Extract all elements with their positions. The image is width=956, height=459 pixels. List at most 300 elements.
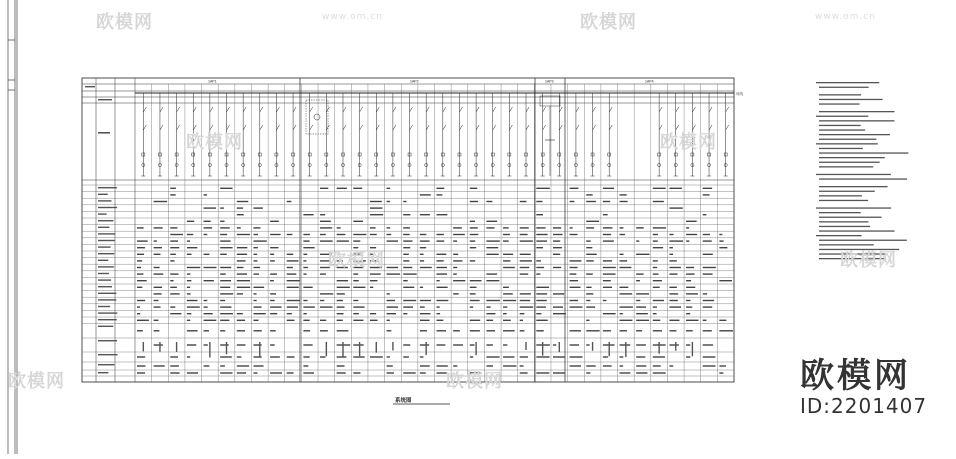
brand-watermark	[800, 358, 950, 418]
cell-text-mark	[387, 330, 392, 331]
cable-spec-mark	[525, 342, 526, 350]
cell-text-mark	[237, 260, 246, 261]
cell-text-mark	[253, 365, 263, 366]
cell-text-mark	[220, 254, 227, 255]
cell-text-mark	[253, 320, 258, 321]
cell-text-mark	[303, 267, 307, 268]
cell-text-mark	[204, 194, 208, 195]
cell-text-mark	[437, 320, 444, 321]
row-label-mark	[98, 260, 108, 261]
cable-spec-mark	[209, 342, 210, 357]
cell-text-mark	[204, 280, 214, 281]
cell-text-mark	[420, 247, 426, 248]
breaker-contact	[376, 107, 379, 112]
breaker-contact	[426, 107, 429, 112]
switch-contact	[709, 125, 712, 130]
cell-text-mark	[420, 320, 430, 321]
cell-text-mark	[653, 260, 658, 261]
switch-contact	[493, 125, 496, 130]
switch-contact	[276, 125, 279, 130]
note-text-line	[819, 191, 875, 192]
cell-text-mark	[154, 240, 157, 241]
cell-text-mark	[403, 254, 409, 255]
cell-text-mark	[204, 234, 208, 235]
cell-text-mark	[287, 313, 292, 314]
cell-text-mark	[636, 344, 646, 345]
cell-text-mark	[253, 240, 266, 241]
cell-text-mark	[387, 293, 390, 294]
cell-text-mark	[586, 254, 597, 255]
cell-text-mark	[553, 372, 565, 373]
cell-text-mark	[520, 293, 531, 294]
switch-contact	[726, 125, 729, 130]
cell-text-mark	[303, 260, 306, 261]
cell-text-mark	[387, 313, 396, 314]
cell-text-mark	[220, 234, 227, 235]
note-text-line	[819, 111, 894, 112]
cell-text-mark	[320, 188, 328, 189]
row-label-mark	[98, 306, 110, 307]
cell-text-mark	[353, 372, 360, 373]
cell-text-mark	[303, 365, 308, 366]
cell-text-mark	[154, 254, 161, 255]
cell-text-mark	[653, 320, 660, 321]
cell-text-mark	[437, 365, 448, 366]
cell-text-mark	[387, 240, 398, 241]
cell-text-mark	[486, 313, 495, 314]
cell-text-mark	[703, 194, 710, 195]
cell-text-mark	[237, 293, 243, 294]
cell-text-mark	[220, 221, 224, 222]
switch-contact	[293, 125, 296, 130]
breaker-contact	[526, 107, 529, 112]
cell-text-mark	[653, 365, 661, 366]
cell-text-mark	[586, 300, 590, 301]
breaker-contact	[709, 107, 712, 112]
cell-text-mark	[570, 234, 578, 235]
cell-text-mark	[320, 293, 333, 294]
cell-text-mark	[620, 254, 624, 255]
breaker-contact	[210, 107, 213, 112]
breaker-contact	[459, 107, 462, 112]
breaker-contact	[676, 107, 679, 112]
cell-text-mark	[320, 234, 326, 235]
breaker-contact	[509, 107, 512, 112]
cell-text-mark	[620, 293, 633, 294]
cell-text-mark	[353, 356, 364, 357]
cell-text-mark	[237, 247, 247, 248]
cell-text-mark	[170, 260, 174, 261]
cell-text-mark	[437, 372, 447, 373]
cell-text-mark	[137, 247, 145, 248]
cell-text-mark	[420, 313, 431, 314]
cell-text-mark	[503, 234, 510, 235]
switch-contact	[659, 125, 662, 130]
cell-text-mark	[536, 313, 541, 314]
cell-text-mark	[470, 247, 476, 248]
cell-text-mark	[719, 247, 727, 248]
cell-text-mark	[253, 227, 260, 228]
cell-text-mark	[253, 293, 256, 294]
group-header-1ap1: 1AP1	[208, 79, 217, 84]
cell-text-mark	[686, 234, 697, 235]
breaker-contact	[692, 107, 695, 112]
cell-text-mark	[287, 234, 293, 235]
row-label-mark	[98, 200, 112, 201]
row-label-mark	[98, 220, 113, 221]
cell-text-mark	[137, 356, 145, 357]
cell-text-mark	[137, 227, 144, 228]
cell-text-mark	[237, 365, 249, 366]
cell-text-mark	[270, 344, 275, 345]
cell-text-mark	[204, 330, 209, 331]
cell-text-mark	[686, 344, 690, 345]
cell-text-mark	[337, 372, 346, 373]
switch-contact	[692, 125, 695, 130]
cell-text-mark	[470, 372, 481, 373]
note-text-line	[819, 178, 907, 179]
row-label-mark	[98, 187, 117, 188]
cell-text-mark	[653, 227, 666, 228]
cell-text-mark	[137, 254, 144, 255]
cell-text-mark	[503, 330, 515, 331]
group-headers	[208, 80, 654, 84]
cell-text-mark	[669, 247, 672, 248]
cell-text-mark	[703, 330, 712, 331]
cell-text-mark	[387, 188, 391, 189]
cell-text-mark	[320, 214, 325, 215]
cable-spec-mark	[609, 342, 610, 356]
cell-text-mark	[220, 287, 230, 288]
cell-text-mark	[137, 306, 140, 307]
cell-text-mark	[387, 372, 394, 373]
cell-text-mark	[387, 201, 390, 202]
cell-text-mark	[486, 300, 499, 301]
cable-spec-mark	[259, 342, 260, 357]
cell-text-mark	[586, 273, 593, 274]
cell-text-mark	[403, 372, 415, 373]
cell-text-mark	[287, 273, 297, 274]
cell-text-mark	[719, 365, 726, 366]
cell-text-mark	[653, 330, 662, 331]
cell-text-mark	[253, 234, 258, 235]
cell-text-mark	[320, 267, 330, 268]
cell-text-mark	[520, 313, 525, 314]
cell-text-mark	[703, 293, 707, 294]
cell-text-mark	[653, 240, 658, 241]
note-text-line	[819, 152, 908, 153]
cell-text-mark	[636, 293, 649, 294]
cell-text-mark	[437, 306, 440, 307]
cell-text-mark	[220, 293, 233, 294]
cell-text-mark	[187, 300, 198, 301]
cell-text-mark	[536, 260, 541, 261]
group-header-1ap3: 1AP3	[545, 79, 554, 84]
cell-text-mark	[470, 287, 477, 288]
cell-text-mark	[553, 356, 565, 357]
cell-text-mark	[220, 300, 225, 301]
row-label-mark	[98, 240, 115, 241]
cell-text-mark	[520, 240, 533, 241]
cell-text-mark	[303, 320, 309, 321]
note-text-line	[816, 143, 878, 144]
note-text-line	[819, 103, 860, 104]
cell-text-mark	[420, 330, 427, 331]
cell-text-mark	[154, 330, 160, 331]
cell-text-mark	[686, 356, 690, 357]
cell-text-mark	[387, 365, 393, 366]
cell-text-mark	[403, 273, 416, 274]
cell-text-mark	[719, 240, 723, 241]
cell-text-mark	[303, 306, 315, 307]
cell-text-mark	[337, 320, 343, 321]
row-label-mark	[98, 293, 116, 294]
watermark-url: www.om.cn	[322, 12, 383, 22]
note-text-line	[819, 249, 899, 250]
cell-text-mark	[636, 280, 640, 281]
breaker-contact	[443, 107, 446, 112]
cell-text-mark	[237, 280, 250, 281]
cell-text-mark	[470, 240, 476, 241]
cell-text-mark	[204, 227, 213, 228]
cell-text-mark	[486, 356, 499, 357]
breaker-contact	[177, 107, 180, 112]
cell-text-mark	[303, 247, 314, 248]
cell-text-mark	[470, 300, 480, 301]
cell-text-mark	[237, 267, 244, 268]
cell-text-mark	[453, 240, 457, 241]
cell-text-mark	[603, 214, 608, 215]
cell-text-mark	[253, 300, 256, 301]
cell-text-mark	[486, 247, 498, 248]
cell-text-mark	[287, 372, 294, 373]
cell-text-mark	[237, 372, 246, 373]
cell-text-mark	[154, 227, 163, 228]
cell-text-mark	[553, 227, 561, 228]
cell-text-mark	[154, 365, 165, 366]
cell-text-mark	[170, 247, 179, 248]
cell-text-mark	[437, 194, 443, 195]
cell-text-mark	[370, 267, 382, 268]
cell-text-mark	[137, 320, 149, 321]
cell-text-mark	[603, 313, 616, 314]
cell-text-mark	[353, 247, 358, 248]
switch-contact	[260, 125, 263, 130]
cell-text-mark	[536, 320, 547, 321]
cell-text-mark	[237, 207, 243, 208]
cell-text-mark	[220, 313, 233, 314]
cell-text-mark	[453, 365, 457, 366]
cell-text-mark	[520, 234, 528, 235]
cell-text-mark	[470, 330, 480, 331]
breaker-contact	[260, 107, 263, 112]
cell-text-mark	[403, 344, 410, 345]
cell-text-mark	[503, 254, 513, 255]
cell-text-mark	[204, 254, 210, 255]
cell-text-mark	[403, 234, 410, 235]
cable-spec-mark	[542, 342, 543, 356]
cell-text-mark	[137, 313, 140, 314]
cell-text-mark	[653, 188, 666, 189]
cell-text-mark	[403, 306, 413, 307]
cell-text-mark	[586, 201, 596, 202]
cell-text-mark	[187, 293, 191, 294]
cell-text-mark	[503, 267, 515, 268]
breaker-contact	[493, 107, 496, 112]
cell-text-mark	[603, 280, 611, 281]
design-notes-block	[816, 82, 908, 259]
cell-text-mark	[137, 267, 141, 268]
note-text-line	[819, 217, 882, 218]
cell-text-mark	[603, 267, 616, 268]
row-label-mark	[98, 319, 117, 320]
cell-text-mark	[486, 273, 497, 274]
row-label-mark	[98, 266, 114, 267]
cell-text-mark	[620, 365, 624, 366]
cell-text-mark	[287, 320, 295, 321]
cell-text-mark	[270, 300, 275, 301]
cell-text-mark	[586, 287, 591, 288]
switch-contact	[227, 125, 230, 130]
cell-text-mark	[370, 287, 373, 288]
cell-text-mark	[686, 273, 695, 274]
note-text-line	[819, 253, 888, 254]
cell-text-mark	[337, 365, 345, 366]
cell-text-mark	[470, 221, 475, 222]
cell-text-mark	[303, 287, 312, 288]
cell-text-mark	[669, 320, 679, 321]
cell-text-mark	[570, 330, 581, 331]
cell-text-mark	[719, 280, 732, 281]
breaker-contact	[227, 107, 230, 112]
cell-text-mark	[403, 313, 407, 314]
cell-text-mark	[486, 201, 492, 202]
cell-text-mark	[636, 240, 639, 241]
cell-text-mark	[420, 344, 429, 345]
cell-text-mark	[686, 300, 690, 301]
cell-text-mark	[586, 221, 599, 222]
cable-spec-mark	[226, 342, 227, 354]
breaker-contact	[310, 107, 313, 112]
cell-text-mark	[270, 372, 282, 373]
cell-text-mark	[370, 320, 378, 321]
brand-id: ID:2201407	[800, 394, 928, 418]
cell-text-mark	[620, 320, 633, 321]
note-text-line	[819, 94, 861, 95]
cell-text-mark	[553, 234, 563, 235]
cell-text-mark	[204, 207, 216, 208]
cable-spec-mark	[675, 342, 676, 351]
cell-text-mark	[320, 240, 333, 241]
cell-text-mark	[187, 267, 200, 268]
cell-text-mark	[437, 344, 446, 345]
note-text-line	[819, 87, 869, 88]
cell-text-mark	[287, 260, 299, 261]
circuit-diagrams	[141, 93, 728, 176]
cell-text-mark	[486, 240, 499, 241]
cell-text-mark	[570, 365, 581, 366]
cell-text-mark	[237, 320, 245, 321]
busbar-label: 母线	[736, 92, 743, 96]
cell-text-mark	[287, 280, 300, 281]
cell-text-mark	[370, 234, 377, 235]
cell-text-mark	[536, 306, 546, 307]
cell-text-mark	[420, 267, 432, 268]
cell-text-mark	[370, 313, 376, 314]
cell-text-mark	[370, 207, 383, 208]
cable-spec-mark	[342, 342, 343, 357]
cell-text-mark	[669, 365, 673, 366]
row-label-mark	[85, 86, 95, 87]
row-label-mark	[98, 213, 107, 214]
cell-text-mark	[253, 372, 257, 373]
switch-contact	[193, 125, 196, 130]
cell-text-mark	[187, 372, 198, 373]
cell-text-mark	[270, 330, 276, 331]
cell-text-mark	[337, 293, 345, 294]
cell-text-mark	[370, 260, 378, 261]
note-text-line	[819, 139, 876, 140]
cell-text-mark	[353, 273, 358, 274]
cell-text-mark	[553, 254, 560, 255]
cell-text-mark	[603, 234, 611, 235]
cell-text-mark	[137, 240, 148, 241]
switch-contact	[676, 125, 679, 130]
cell-text-mark	[187, 240, 190, 241]
cell-text-mark	[403, 267, 412, 268]
switch-contact	[243, 125, 246, 130]
cell-text-mark	[237, 313, 243, 314]
cell-text-mark	[420, 254, 424, 255]
cell-text-mark	[669, 234, 673, 235]
cell-text-mark	[270, 234, 281, 235]
cell-text-mark	[553, 247, 562, 248]
cell-text-mark	[686, 227, 689, 228]
note-text-line	[819, 230, 895, 231]
watermark-logo: 欧模网	[446, 371, 503, 392]
cell-text-mark	[403, 287, 414, 288]
cell-text-mark	[220, 267, 231, 268]
cell-text-mark	[403, 201, 406, 202]
cell-text-mark	[303, 254, 307, 255]
note-text-line	[819, 134, 890, 135]
cell-text-mark	[503, 306, 507, 307]
cell-text-mark	[337, 188, 347, 189]
cell-text-mark	[287, 267, 293, 268]
cell-text-mark	[170, 372, 179, 373]
cell-text-mark	[204, 306, 208, 307]
breaker-contact	[559, 107, 562, 112]
cell-text-mark	[453, 280, 465, 281]
cell-text-mark	[320, 260, 330, 261]
cell-text-mark	[137, 365, 146, 366]
note-text-line	[819, 221, 868, 222]
cell-text-mark	[387, 356, 390, 357]
cell-text-mark	[620, 356, 624, 357]
cell-text-mark	[170, 254, 176, 255]
cell-text-mark	[453, 260, 462, 261]
cell-text-mark	[287, 254, 293, 255]
switch-contact	[376, 125, 379, 130]
note-text-line	[819, 226, 870, 227]
cell-text-mark	[653, 313, 657, 314]
cell-text-mark	[570, 300, 578, 301]
cell-text-mark	[170, 356, 178, 357]
cell-text-mark	[703, 356, 716, 357]
row-label-mark	[98, 132, 110, 134]
table-grid	[82, 78, 734, 382]
row-label-mark	[98, 246, 111, 247]
